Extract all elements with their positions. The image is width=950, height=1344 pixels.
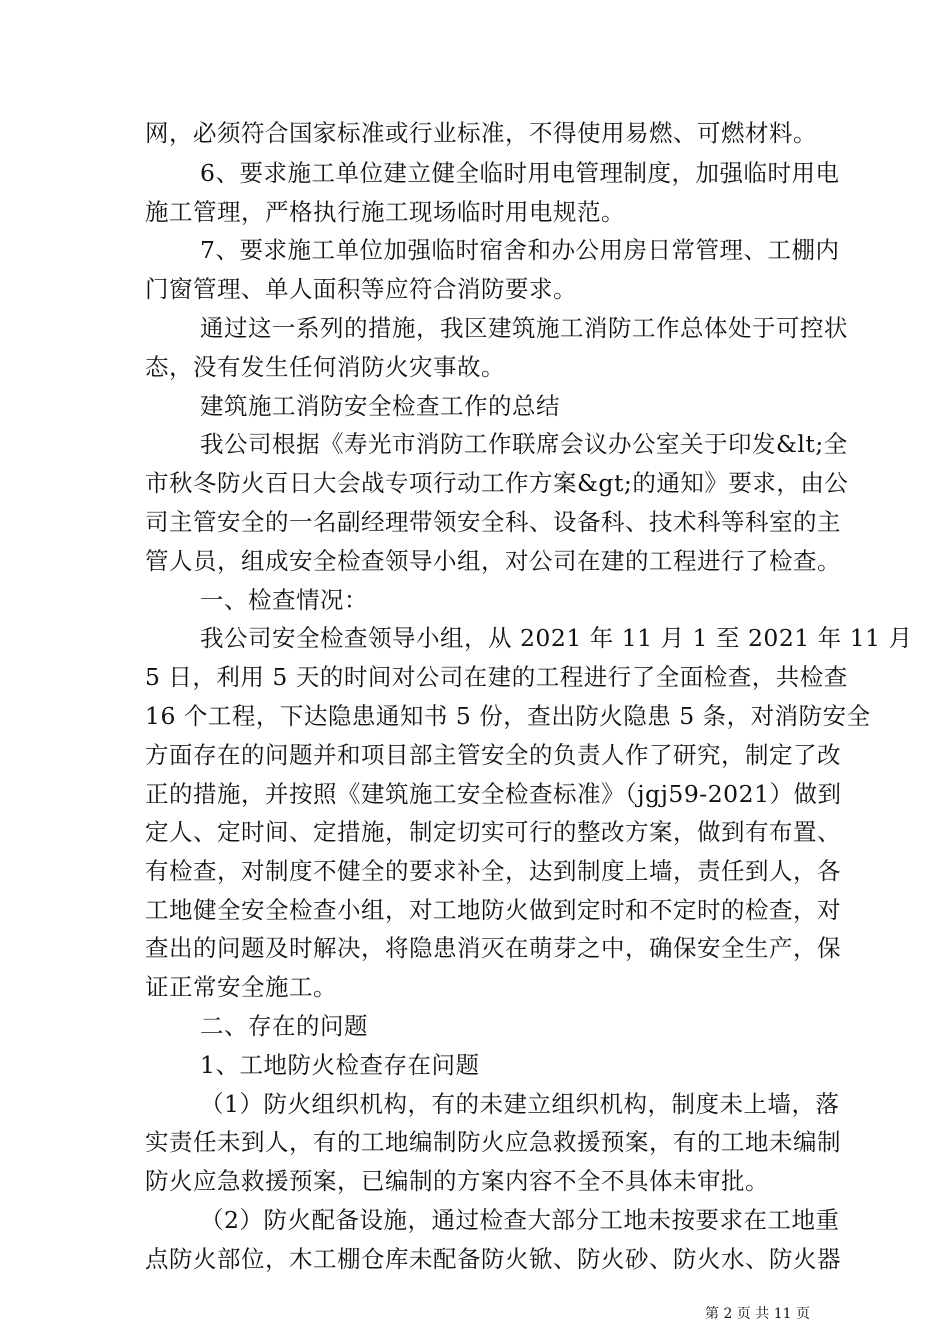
text-line: （2）防火配备设施，通过检查大部分工地未按要求在工地重: [200, 1206, 840, 1234]
text-line: 网，必须符合国家标准或行业标准，不得使用易燃、可燃材料。: [145, 119, 817, 147]
text-line: 5 日，利用 5 天的时间对公司在建的工程进行了全面检查，共检查: [145, 663, 848, 691]
text-line: 我公司根据《寿光市消防工作联席会议办公室关于印发&lt;全: [200, 430, 848, 458]
section-heading: 一、检查情况：: [200, 586, 368, 614]
text-line: 6、要求施工单位建立健全临时用电管理制度，加强临时用电: [200, 159, 840, 187]
text-line: 工地健全安全检查小组，对工地防火做到定时和不定时的检查，对: [145, 896, 841, 924]
text-line: 通过这一系列的措施，我区建筑施工消防工作总体处于可控状: [200, 314, 848, 342]
text-line: 查出的问题及时解决，将隐患消灭在萌芽之中，确保安全生产，保: [145, 934, 841, 962]
text-line: 点防火部位，木工棚仓库未配备防火锨、防火砂、防火水、防火器: [145, 1245, 841, 1273]
section-heading: 二、存在的问题: [200, 1012, 368, 1040]
subsection-heading: 1、工地防火检查存在问题: [200, 1051, 480, 1079]
text-line: 市秋冬防火百日大会战专项行动工作方案&gt;的通知》要求，由公: [145, 469, 849, 497]
text-line: 施工管理，严格执行施工现场临时用电规范。: [145, 198, 625, 226]
text-line: 态，没有发生任何消防火灾事故。: [145, 353, 505, 381]
text-line: 我公司安全检查领导小组，从 2021 年 11 月 1 至 2021 年 11 月: [200, 624, 913, 652]
text-line: 定人、定时间、定措施，制定切实可行的整改方案，做到有布置、: [145, 818, 841, 846]
text-line: 证正常安全施工。: [145, 973, 337, 1001]
page-number: 第 2 页 共 11 页: [705, 1306, 810, 1322]
text-line: （1）防火组织机构，有的未建立组织机构，制度未上墙，落: [200, 1090, 840, 1118]
text-line: 实责任未到人，有的工地编制防火应急救援预案，有的工地未编制: [145, 1128, 841, 1156]
text-line: 防火应急救援预案，已编制的方案内容不全不具体未审批。: [145, 1167, 769, 1195]
text-line: 门窗管理、单人面积等应符合消防要求。: [145, 275, 577, 303]
text-line: 方面存在的问题并和项目部主管安全的负责人作了研究，制定了改: [145, 741, 841, 769]
text-line: 正的措施，并按照《建筑施工安全检查标准》（jgj59-2021）做到: [145, 780, 842, 808]
text-line: 有检查，对制度不健全的要求补全，达到制度上墙，责任到人，各: [145, 857, 841, 885]
text-line: 司主管安全的一名副经理带领安全科、设备科、技术科等科室的主: [145, 508, 841, 536]
text-line: 7、要求施工单位加强临时宿舍和办公用房日常管理、工棚内: [200, 236, 840, 264]
section-heading: 建筑施工消防安全检查工作的总结: [200, 392, 560, 420]
text-line: 管人员，组成安全检查领导小组，对公司在建的工程进行了检查。: [145, 547, 841, 575]
text-line: 16 个工程，下达隐患通知书 5 份，查出防火隐患 5 条，对消防安全: [145, 702, 871, 730]
